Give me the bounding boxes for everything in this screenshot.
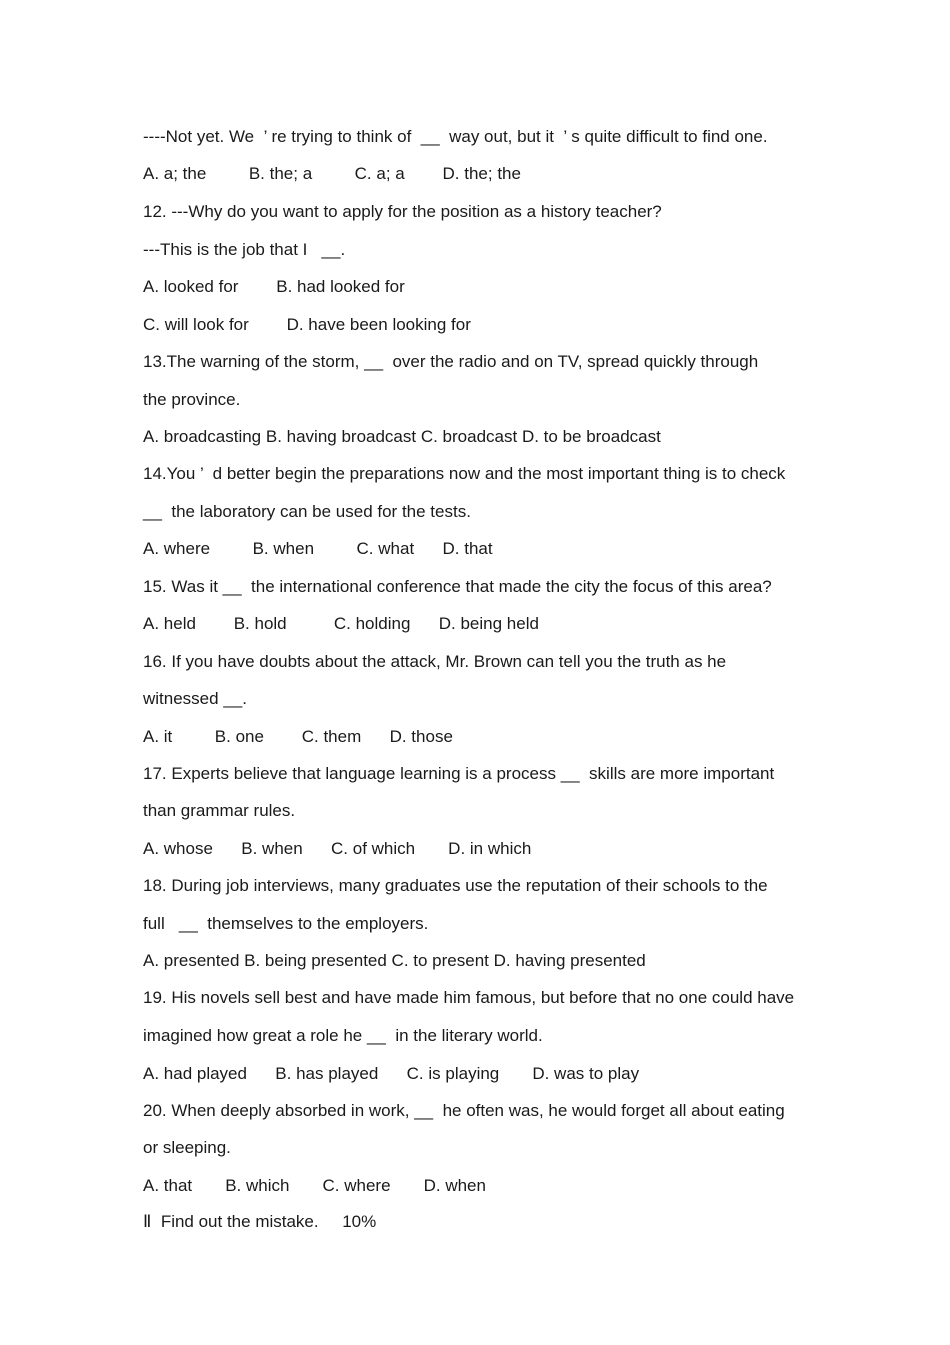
question-11-dialogue-line: ----Not yet. We ’ re trying to think of __ way out, but it ’ s quite difficult to find one. bbox=[143, 127, 768, 146]
question-19-options: A. had played B. has played C. is playing D. was to play bbox=[143, 1064, 640, 1083]
question-20-options: A. that B. which C. where D. when bbox=[143, 1176, 486, 1195]
question-17-stem: 17. Experts believe that language learning is a process __ skills are more important bbox=[143, 764, 775, 783]
question-19-stem: 19. His novels sell best and have made him famous, but before that no one could have bbox=[143, 988, 795, 1007]
question-18-stem: 18. During job interviews, many graduates use the reputation of their schools to the bbox=[143, 876, 768, 895]
question-15-options: A. held B. hold C. holding D. being held bbox=[143, 614, 539, 633]
question-13-stem-continued: the province. bbox=[143, 390, 241, 409]
question-13-stem: 13.The warning of the storm, __ over the radio and on TV, spread quickly through bbox=[143, 352, 759, 371]
question-16-options: A. it B. one C. them D. those bbox=[143, 727, 453, 746]
question-14-stem-continued: __ the laboratory can be used for the tests. bbox=[143, 502, 471, 521]
question-17-options: A. whose B. when C. of which D. in which bbox=[143, 839, 532, 858]
question-14-options: A. where B. when C. what D. that bbox=[143, 539, 493, 558]
section-ii-heading: Ⅱ Find out the mistake. 10% bbox=[143, 1212, 377, 1231]
question-11-options: A. a; the B. the; a C. a; a D. the; the bbox=[143, 164, 521, 183]
question-12-options-row-2: C. will look for D. have been looking for bbox=[143, 315, 471, 334]
question-18-stem-continued: full __ themselves to the employers. bbox=[143, 914, 429, 933]
question-20-stem: 20. When deeply absorbed in work, __ he often was, he would forget all about eating bbox=[143, 1101, 785, 1120]
question-14-stem: 14.You ’ d better begin the preparations now and the most important thing is to check bbox=[143, 464, 786, 483]
question-18-options: A. presented B. being presented C. to present D. having presented bbox=[143, 951, 646, 970]
question-19-stem-continued: imagined how great a role he __ in the literary world. bbox=[143, 1026, 543, 1045]
question-16-stem-continued: witnessed __. bbox=[143, 689, 247, 708]
question-12-stem: 12. ---Why do you want to apply for the position as a history teacher? bbox=[143, 202, 662, 221]
question-16-stem: 16. If you have doubts about the attack, Mr. Brown can tell you the truth as he bbox=[143, 652, 727, 671]
question-17-stem-continued: than grammar rules. bbox=[143, 801, 296, 820]
question-20-stem-continued: or sleeping. bbox=[143, 1138, 231, 1157]
question-12-dialogue-line: ---This is the job that I __. bbox=[143, 240, 346, 259]
question-13-options: A. broadcasting B. having broadcast C. broadcast D. to be broadcast bbox=[143, 427, 661, 446]
question-15-stem: 15. Was it __ the international conference that made the city the focus of this area? bbox=[143, 577, 772, 596]
question-12-options-row-1: A. looked for B. had looked for bbox=[143, 277, 405, 296]
